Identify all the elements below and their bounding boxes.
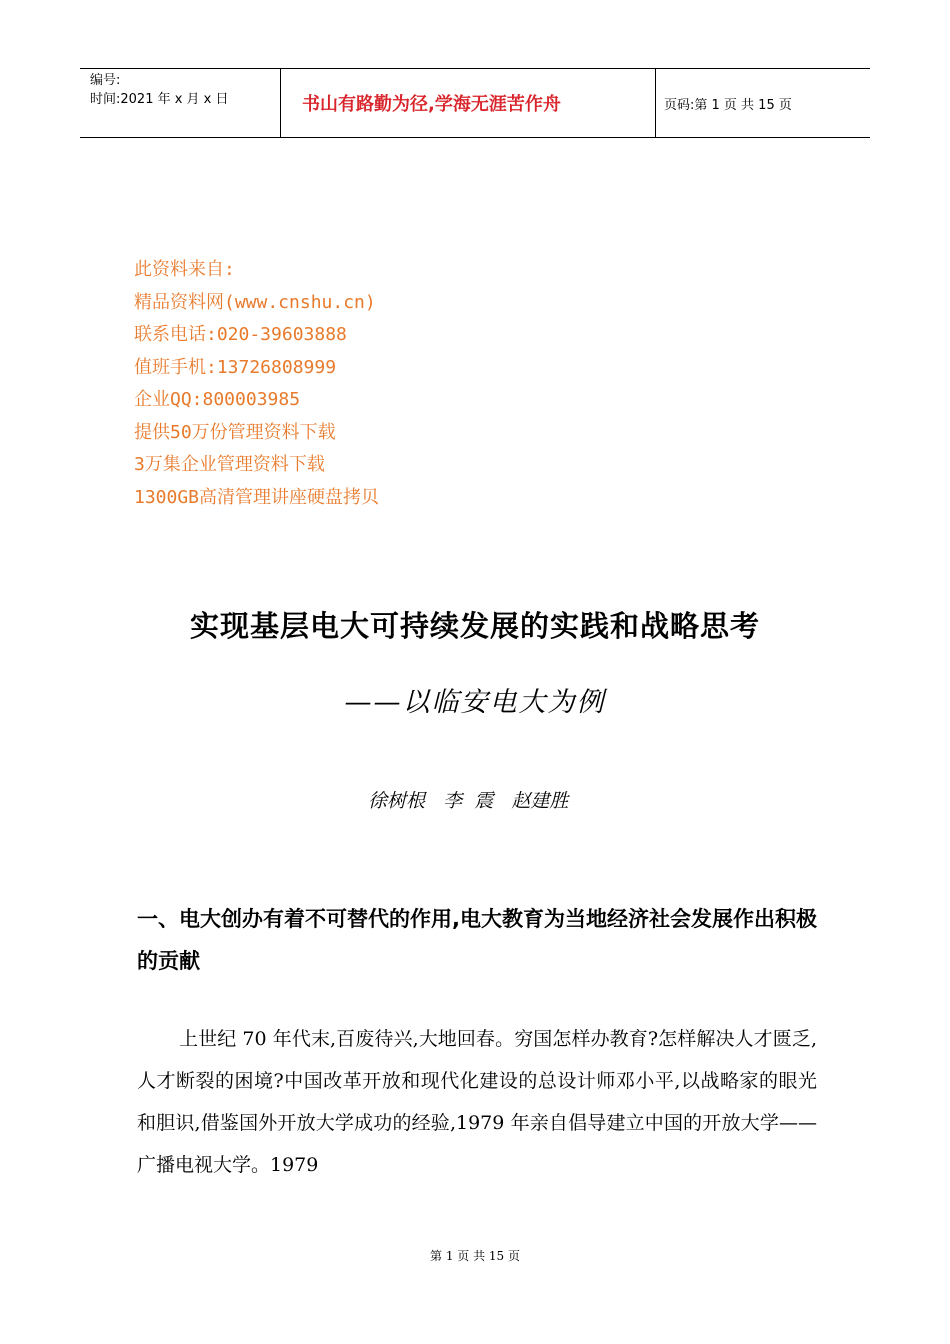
source-line: 此资料来自: (134, 259, 235, 280)
header-page-info: 页码:第 1 页 共 15 页 (664, 97, 792, 113)
source-line: 3万集企业管理资料下载 (134, 454, 325, 475)
source-line: 值班手机:13726808999 (134, 356, 337, 378)
header-time-label: 时间:2021 年 x 月 x 日 (90, 92, 229, 107)
source-line: 提供50万份管理资料下载 (134, 421, 336, 443)
header-meta-cell (80, 69, 281, 137)
source-line: 联系电话:020-39603888 (134, 324, 347, 345)
document-header (80, 68, 870, 138)
source-line: 1300GB高清管理讲座硬盘拷贝 (134, 486, 380, 508)
article-subtitle: ——以临安电大为例 (344, 687, 606, 718)
section-heading: 一、电大创办有着不可替代的作用,电大教育为当地经济社会发展作出积极的贡献 (137, 907, 817, 973)
body-paragraph: 上世纪 70 年代末,百废待兴,大地回春。穷国怎样办教育?怎样解决人才匮乏,人才断裂的困境?中国改革开放和现代化建设的总设计师邓小平,以战略家的眼光和胆识,借鉴国外开放大学成功的经验,1979 年亲自倡导建立中国的开放大学——广播电视大学。1979 (137, 1028, 817, 1176)
header-number-label: 编号: (90, 73, 121, 88)
article-authors: 徐树根 李 震 赵建胜 (368, 790, 569, 812)
source-line: 企业QQ:800003985 (134, 389, 301, 410)
header-motto: 书山有路勤为径,学海无涯苦作舟 (281, 69, 656, 137)
page-footer: 第 1 页 共 15 页 (430, 1249, 520, 1263)
source-info-block (134, 254, 379, 514)
article-title: 实现基层电大可持续发展的实践和战略思考 (189, 609, 760, 643)
source-line: 精品资料网(www.cnshu.cn) (134, 291, 376, 313)
